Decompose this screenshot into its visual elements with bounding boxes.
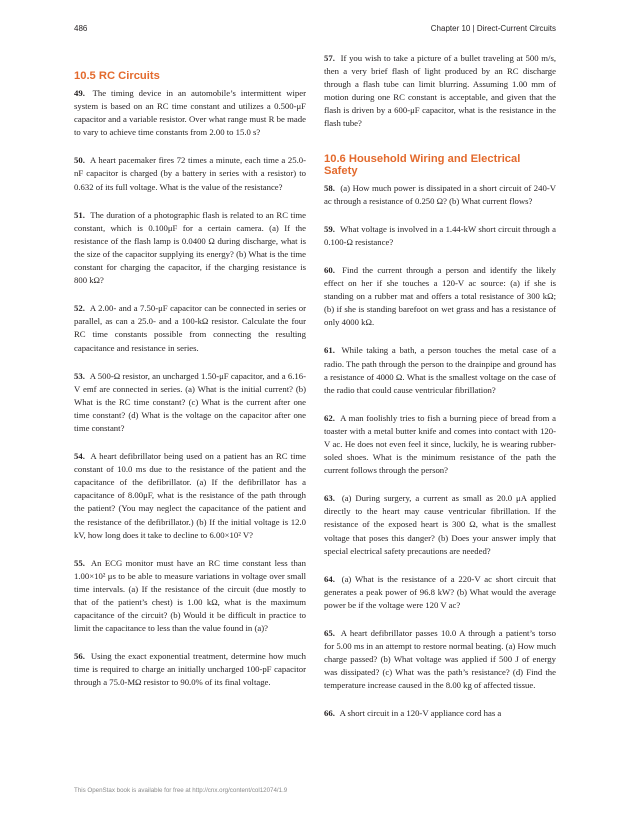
problem-number: 54. (74, 451, 85, 462)
problem-number: 66. (324, 708, 335, 719)
problem-59 (324, 223, 556, 249)
left-column (74, 52, 306, 705)
problem-number: 62. (324, 412, 335, 423)
problem-text: What voltage is involved in a 1.44-kW short circuit through a 0.100-Ω resistance? (324, 223, 557, 247)
problem-57 (324, 52, 556, 131)
problem-number: 56. (74, 651, 85, 662)
problem-text: Find the current through a person and identify the likely effect on her if she touches a 120-V ac source: (a) if she is standing on a rubber mat and offers a total resistance of 300 kΩ; (b) if she is standing barefoot on wet grass and has a resistance of only 4000 kΩ. (324, 264, 557, 328)
page-number: 486 (74, 24, 88, 33)
problem-text: An ECG monitor must have an RC time constant less than 1.00×10² μs to be able to measure variations in voltage over small time intervals. (a) If the resistance of the circuit (due mostly to that of the patient’s chest) is 1.00 kΩ, what is the maximum capacitance of the circuit? (b) Would it be difficult in practice to limit the capacitance to less than the value found in (a)? (74, 557, 306, 634)
problem-65 (324, 627, 556, 692)
problem-text: (a) What is the resistance of a 220-V ac short circuit that generates a peak power of 96.8 kW? (b) What would the average power be if the voltage were 120 V ac? (324, 573, 556, 610)
problem-text: A heart defibrillator being used on a patient has an RC time constant of 10.0 ms due to the resistance of the patient and the capacitance of the defibrillator. (a) If the defibrillator has a capacitance of 8.00μF, what is the resistance of the path through the patient? (You may neglect the capacitance of the patient and the resistance of the defibrillator.) (b) If the initial voltage is 12.0 kV, how long does it take to decline to 6.00×10² V? (74, 451, 306, 540)
problem-number: 53. (74, 370, 85, 381)
problem-text: The duration of a photographic flash is related to an RC time constant, which is 0.100μF for a certain camera. (a) If the resistance of the flash lamp is 0.0400 Ω during discharge, what is the size of the capacitor supplying its energy? (b) What is the time constant for charging the capacitor, if the charging resistance is 800 kΩ? (74, 209, 306, 286)
problem-number: 55. (74, 557, 85, 568)
problem-50 (74, 154, 306, 193)
chapter-header: Chapter 10 | Direct-Current Circuits (430, 24, 556, 33)
problem-text: While taking a bath, a person touches the metal case of a radio. The path through the person to the drainpipe and ground has a resistance of 4000 Ω. What is the smallest voltage on the case of the radio that could cause ventricular fibrillation? (324, 345, 557, 395)
problem-text: The timing device in an automobile’s intermittent wiper system is based on an RC time constant and utilizes a 0.500-μF capacitor and a variable resistor. Over what range must R be made to vary to achieve time constants from 2.00 to 15.0 s? (74, 88, 307, 138)
right-column (324, 52, 556, 736)
problem-52 (74, 302, 306, 354)
problem-number: 64. (324, 573, 335, 584)
problem-number: 50. (74, 155, 85, 166)
problem-number: 60. (324, 264, 335, 275)
section-title-household-wiring: 10.6 Household Wiring and Electrical Safety (324, 152, 521, 177)
problem-60 (324, 264, 556, 329)
problem-text: (a) During surgery, a current as small as 20.0 μA applied directly to the heart may cause ventricular fibrillation. If the resistance of the exposed heart is 300 Ω, what is the smallest voltage that poses this danger? (b) Does your answer imply that special electrical safety precautions are needed? (324, 493, 557, 556)
problem-text: A 2.00- and a 7.50-μF capacitor can be connected in series or parallel, as can a 25.0- and a 100-kΩ resistor. Calculate the four RC time constants possible from connecting the resulting capacitance and resistance in series. (74, 303, 306, 353)
problem-62 (324, 412, 556, 477)
problem-66 (324, 707, 556, 720)
problem-number: 52. (74, 303, 85, 314)
problem-text: If you wish to take a picture of a bullet traveling at 500 m/s, then a very brief flash of light produced by an RC discharge through a flash tube can limit blurring. Assuming 1.00 mm of motion during one RC constant is acceptable, and given that the flash is driven by a 600-μF capacitor, what is the resistance in the flash tube? (324, 53, 557, 129)
problem-63 (324, 492, 556, 557)
problem-text: A man foolishly tries to fish a burning piece of bread from a toaster with a metal butter knife and comes into contact with 120-V ac. He does not even feel it since, luckily, he is wearing rubber-soled shoes. What is the minimum resistance of the path the current follows through the person? (324, 412, 556, 476)
problem-64 (324, 573, 556, 612)
problem-49 (74, 87, 306, 139)
problem-54 (74, 450, 306, 542)
problem-number: 58. (324, 182, 335, 193)
footer-note: This OpenStax book is available for free at http://cnx.org/content/col12074/1.9 (74, 787, 288, 794)
section-title-rc-circuits: 10.5 RC Circuits (74, 70, 160, 82)
problem-text: Using the exact exponential treatment, determine how much time is required to charge an initially uncharged 100-pF capacitor through a 75.0-MΩ resistor to 90.0% of its final voltage. (74, 651, 306, 688)
problem-number: 59. (324, 223, 335, 234)
problem-number: 65. (324, 628, 335, 638)
problem-text: A heart defibrillator passes 10.0 A through a patient’s torso for 5.00 ms in an attempt to restore normal beating. (a) How much charge passed? (b) What voltage was applied if 500 J of energy was dissipated? (c) What was the path’s resistance? (d) Find the temperature increase caused in the 8.00 kg of affected tissue. (324, 628, 556, 691)
problem-text: (a) How much power is dissipated in a short circuit of 240-V ac through a resistance of 0.250 Ω? (b) What current flows? (324, 182, 557, 206)
problem-58 (324, 182, 556, 208)
problem-53 (74, 370, 306, 435)
problem-51 (74, 209, 306, 288)
problem-number: 51. (74, 209, 85, 220)
problem-text: A short circuit in a 120-V appliance cord has a (339, 708, 502, 719)
problem-text: A heart pacemaker fires 72 times a minute, each time a 25.0-nF capacitor is charged (by a battery in series with a resistor) to 0.632 of its full voltage. What is the value of the resistance? (74, 155, 306, 192)
problem-number: 63. (324, 493, 335, 504)
problem-55 (74, 557, 306, 636)
problem-number: 61. (324, 345, 335, 356)
problem-number: 49. (74, 88, 85, 98)
problem-number: 57. (324, 53, 335, 63)
problem-56 (74, 650, 306, 689)
problem-text: A 500-Ω resistor, an uncharged 1.50-μF capacitor, and a 6.16-V emf are connected in series. (a) What is the initial current? (b) What is the RC time constant? (c) What is the current after one time constant? (d) What is the voltage on the capacitor after one time constant? (74, 370, 306, 433)
problem-61 (324, 344, 556, 396)
